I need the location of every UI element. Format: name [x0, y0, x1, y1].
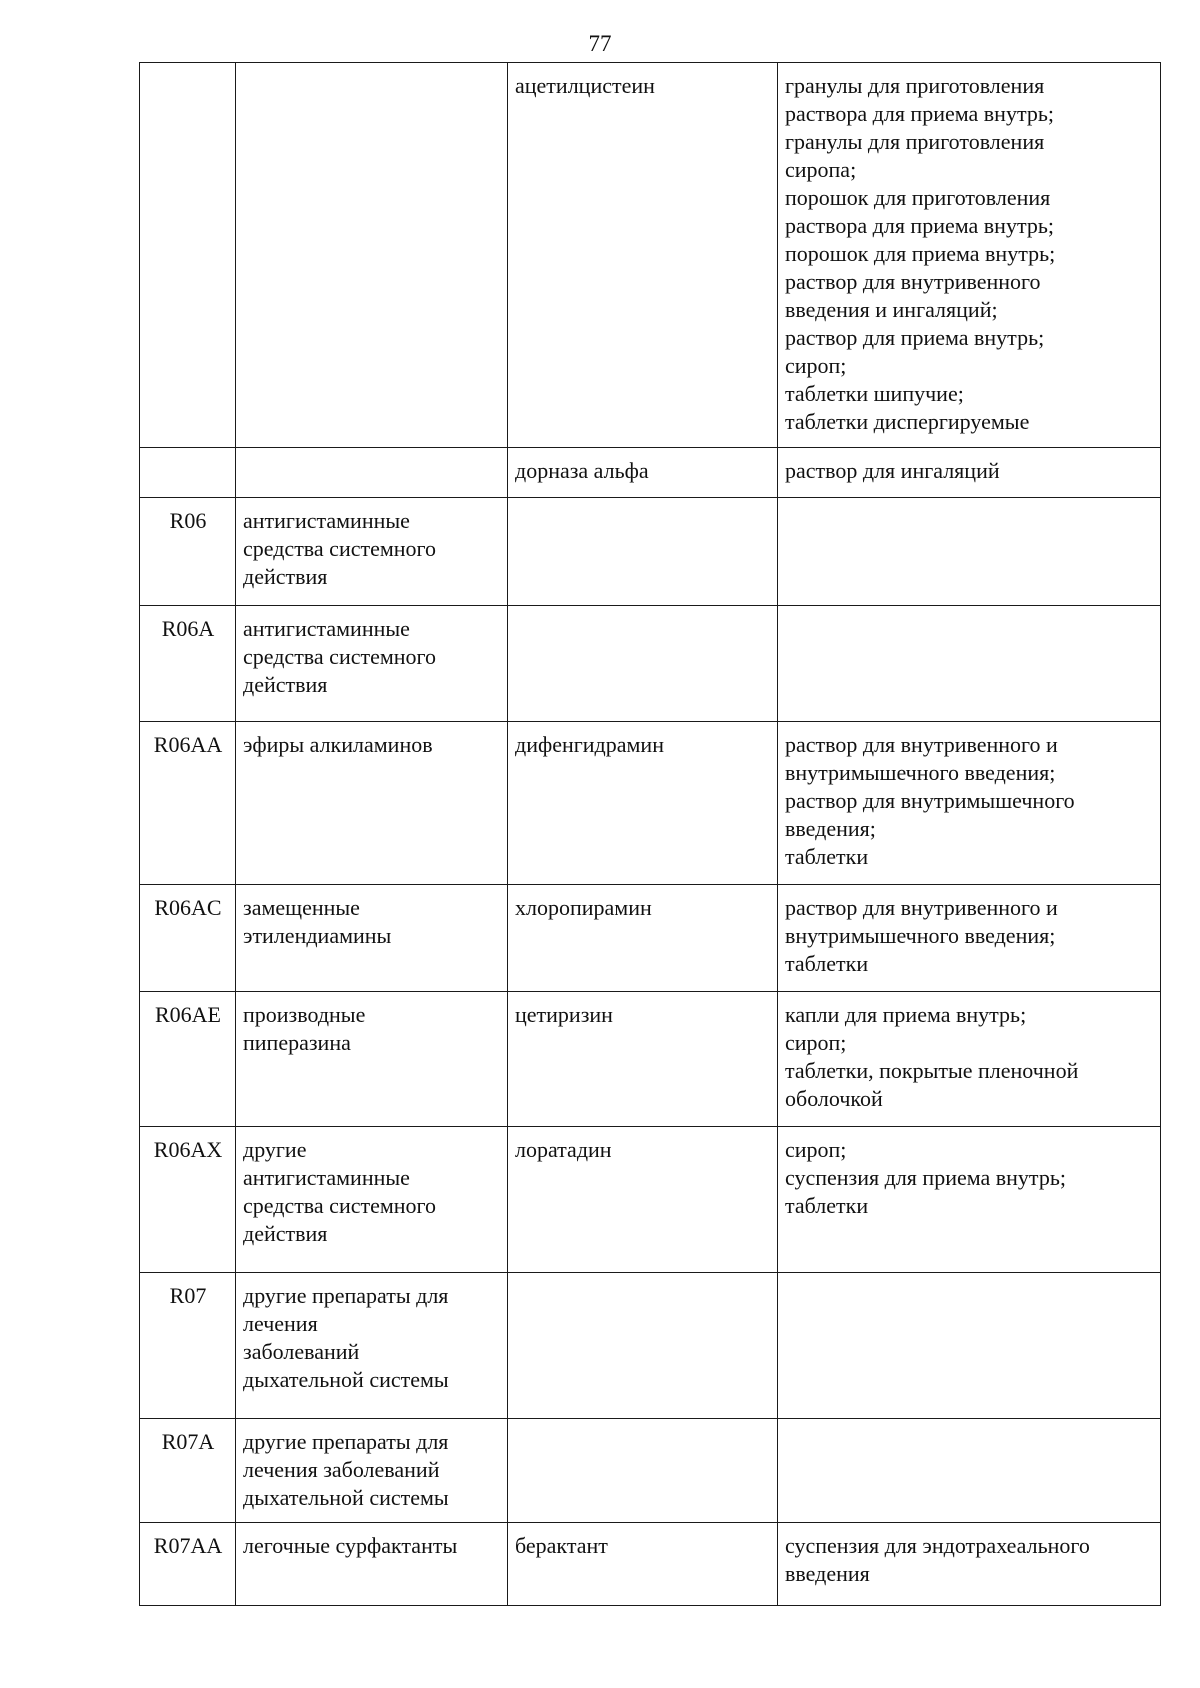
dosage-forms-cell [778, 722, 1161, 885]
dosage-form-line: порошок для приема внутрь; [785, 241, 1056, 266]
atc-code-cell [140, 63, 236, 448]
drug-name-cell: цетиризин [508, 992, 778, 1127]
dosage-form-line: таблетки [785, 1193, 869, 1218]
dosage-form-line: таблетки диспергируемые [785, 409, 1030, 434]
drug-name-cell [508, 1273, 778, 1419]
dosage-form-line: сироп; [785, 353, 847, 378]
dosage-form-line: введения [785, 1561, 870, 1586]
dosage-form-line: раствор для внутримышечного [785, 788, 1075, 813]
dosage-form-line: раствор для внутривенного [785, 269, 1041, 294]
atc-code-cell: R07AA [140, 1523, 236, 1606]
dosage-forms-cell [778, 63, 1161, 448]
table-row [140, 1419, 1161, 1523]
group-name-line: дыхательной системы [243, 1485, 449, 1510]
drug-name-cell [508, 606, 778, 722]
atc-code-cell: R06A [140, 606, 236, 722]
dosage-forms-cell [778, 1419, 1161, 1523]
dosage-form-line: гранулы для приготовления [785, 129, 1045, 154]
atc-code-cell: R06 [140, 498, 236, 606]
dosage-form-line: капли для приема внутрь; [785, 1002, 1027, 1027]
dosage-form-line: раствора для приема внутрь; [785, 213, 1054, 238]
group-name-cell [236, 498, 508, 606]
atc-code-cell: R06AA [140, 722, 236, 885]
group-name-line: действия [243, 672, 328, 697]
group-name-line: действия [243, 564, 328, 589]
dosage-form-line: сироп; [785, 1137, 847, 1162]
dosage-form-line: внутримышечного введения; [785, 760, 1056, 785]
group-name-line: дыхательной системы [243, 1367, 449, 1392]
drug-name-cell: дорназа альфа [508, 448, 778, 498]
group-name-line: средства системного [243, 536, 437, 561]
dosage-form-line: раствор для внутривенного и [785, 732, 1058, 757]
atc-code-cell: R07A [140, 1419, 236, 1523]
drug-name-cell [508, 498, 778, 606]
table-row [140, 606, 1161, 722]
group-name-cell [236, 1127, 508, 1273]
page-number: 77 [588, 31, 612, 56]
dosage-forms-cell [778, 606, 1161, 722]
drug-name-cell [508, 1419, 778, 1523]
group-name-line: антигистаминные [243, 1165, 410, 1190]
table-row [140, 448, 1161, 498]
group-name-cell [236, 992, 508, 1127]
group-name-line: средства системного [243, 1193, 437, 1218]
group-name-cell [236, 448, 508, 498]
group-name-line: другие препараты для [243, 1429, 449, 1454]
group-name-line: заболеваний [243, 1339, 360, 1364]
dosage-form-line: суспензия для приема внутрь; [785, 1165, 1066, 1190]
group-name-line: антигистаминные [243, 508, 410, 533]
drug-classification-table [139, 62, 1161, 1606]
group-name-line: легочные сурфактанты [243, 1533, 458, 1558]
drug-name-cell: берактант [508, 1523, 778, 1606]
group-name-line: другие препараты для [243, 1283, 449, 1308]
table-row [140, 885, 1161, 992]
dosage-forms-cell [778, 1273, 1161, 1419]
dosage-form-line: сироп; [785, 1030, 847, 1055]
drug-name-cell: лоратадин [508, 1127, 778, 1273]
group-name-line: производные [243, 1002, 366, 1027]
table-row [140, 63, 1161, 448]
atc-code-cell: R06AE [140, 992, 236, 1127]
table-row [140, 722, 1161, 885]
table-row [140, 1127, 1161, 1273]
dosage-form-line: сиропа; [785, 157, 857, 182]
group-name-line: средства системного [243, 644, 437, 669]
dosage-form-line: таблетки [785, 951, 869, 976]
table-row [140, 498, 1161, 606]
dosage-forms-cell [778, 1127, 1161, 1273]
group-name-cell [236, 1523, 508, 1606]
atc-code-cell: R06AX [140, 1127, 236, 1273]
drug-name-cell: ацетилцистеин [508, 63, 778, 448]
drug-name-cell: хлоропирамин [508, 885, 778, 992]
group-name-cell [236, 606, 508, 722]
dosage-form-line: раствор для приема внутрь; [785, 325, 1045, 350]
dosage-form-line: раствор для ингаляций [785, 458, 1000, 483]
group-name-line: эфиры алкиламинов [243, 732, 433, 757]
group-name-cell [236, 1273, 508, 1419]
table-row [140, 992, 1161, 1127]
dosage-form-line: порошок для приготовления [785, 185, 1051, 210]
dosage-form-line: раствор для внутривенного и [785, 895, 1058, 920]
table-row [140, 1523, 1161, 1606]
group-name-cell [236, 1419, 508, 1523]
group-name-line: этилендиамины [243, 923, 392, 948]
group-name-line: замещенные [243, 895, 360, 920]
dosage-form-line: суспензия для эндотрахеального [785, 1533, 1090, 1558]
dosage-form-line: внутримышечного введения; [785, 923, 1056, 948]
drug-name-cell: дифенгидрамин [508, 722, 778, 885]
dosage-form-line: раствора для приема внутрь; [785, 101, 1054, 126]
table-body [140, 63, 1161, 1606]
group-name-line: другие [243, 1137, 307, 1162]
group-name-cell [236, 722, 508, 885]
group-name-line: действия [243, 1221, 328, 1246]
group-name-cell [236, 63, 508, 448]
dosage-forms-cell [778, 448, 1161, 498]
group-name-line: пиперазина [243, 1030, 351, 1055]
atc-code-cell: R07 [140, 1273, 236, 1419]
atc-code-cell [140, 448, 236, 498]
dosage-form-line: введения и ингаляций; [785, 297, 998, 322]
group-name-line: лечения [243, 1311, 318, 1336]
dosage-form-line: гранулы для приготовления [785, 73, 1045, 98]
dosage-form-line: таблетки шипучие; [785, 381, 964, 406]
group-name-line: лечения заболеваний [243, 1457, 440, 1482]
dosage-form-line: таблетки, покрытые пленочной [785, 1058, 1079, 1083]
dosage-forms-cell [778, 885, 1161, 992]
group-name-line: антигистаминные [243, 616, 410, 641]
dosage-form-line: оболочкой [785, 1086, 883, 1111]
dosage-forms-cell [778, 992, 1161, 1127]
atc-code-cell: R06AC [140, 885, 236, 992]
dosage-form-line: введения; [785, 816, 876, 841]
dosage-forms-cell [778, 498, 1161, 606]
dosage-forms-cell [778, 1523, 1161, 1606]
table-row [140, 1273, 1161, 1419]
group-name-cell [236, 885, 508, 992]
dosage-form-line: таблетки [785, 844, 869, 869]
